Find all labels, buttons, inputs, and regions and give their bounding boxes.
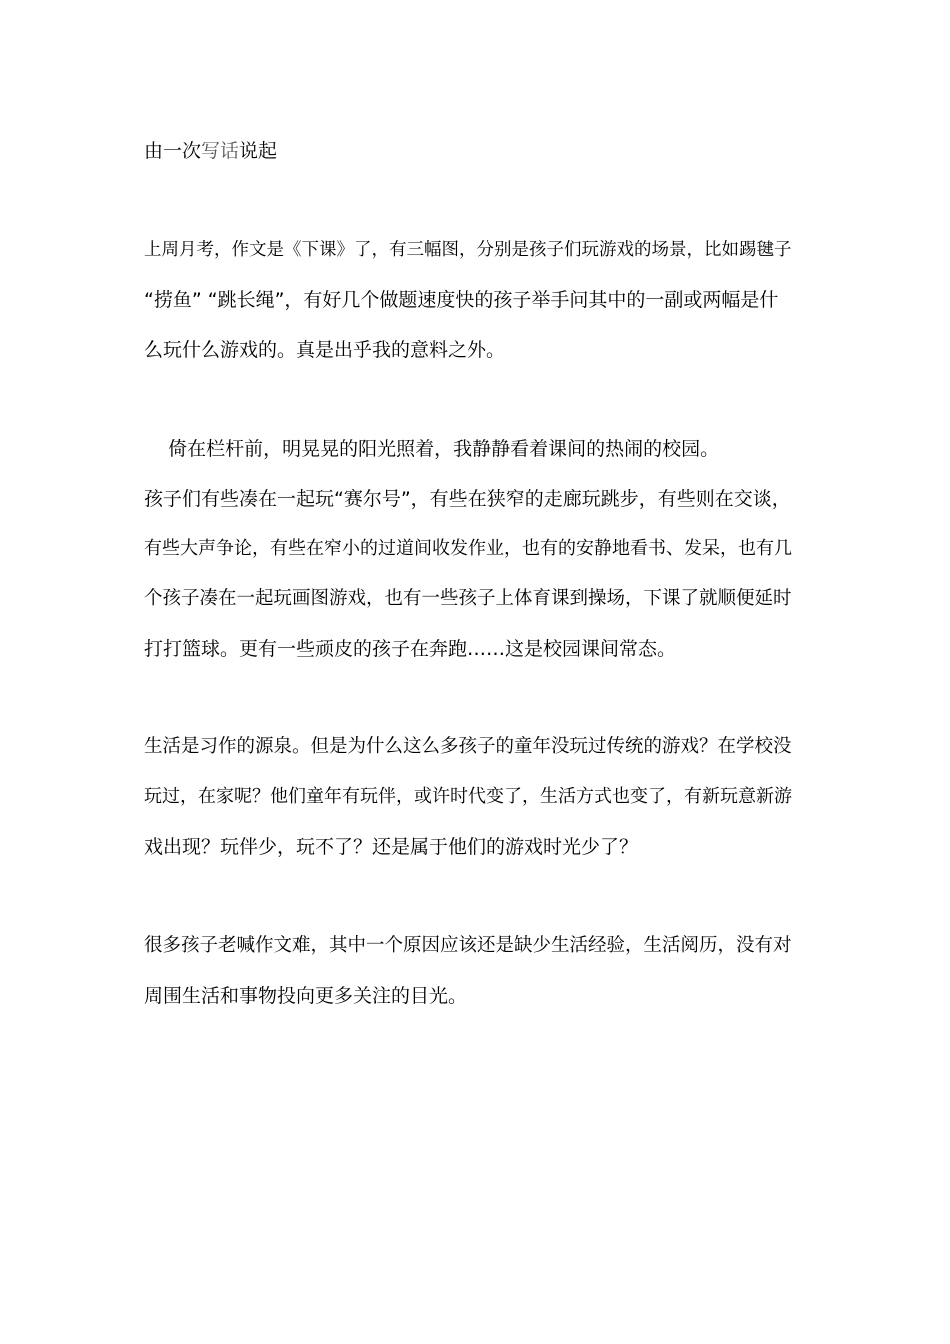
paragraph-4-line-1: 很多孩子老喊作文难，其中一个原因应该还是缺少生活经验，生活阅历，没有对 bbox=[144, 935, 792, 956]
paragraph-1-line-3: 么玩什么游戏的。真是出乎我的意料之外。 bbox=[144, 339, 506, 361]
paragraph-4-line-2: 周围生活和事物投向更多关注的目光。 bbox=[144, 985, 468, 1007]
title-part-3: 说起 bbox=[239, 140, 278, 162]
title-part-2: 写话 bbox=[201, 140, 240, 162]
paragraph-2-line-5: 打打篮球。更有一些顽皮的孩子在奔跑……这是校园课间常态。 bbox=[144, 638, 677, 660]
paragraph-2-line-2: 孩子们有些凑在一起玩“赛尔号”，有些在狭窄的走廊玩跳步，有些则在交谈， bbox=[144, 488, 791, 510]
paragraph-1-line-2: “捞鱼” “跳长绳”，有好几个做题速度快的孩子举手问其中的一副或两幅是什 bbox=[144, 289, 779, 311]
title-part-1: 由一次 bbox=[144, 140, 202, 162]
document-title bbox=[144, 138, 277, 164]
paragraph-1-line-1: 上周月考，作文是《下课》了，有三幅图，分别是孩子们玩游戏的场景，比如踢毽子 bbox=[144, 240, 792, 260]
paragraph-2-line-4: 个孩子凑在一起玩画图游戏，也有一些孩子上体育课到操场，下课了就顺便延时 bbox=[144, 588, 792, 609]
paragraph-3-line-1: 生活是习作的源泉。但是为什么这么多孩子的童年没玩过传统的游戏？在学校没 bbox=[144, 736, 792, 757]
paragraph-2-line-3: 有些大声争论，有些在窄小的过道间收发作业，也有的安静地看书、发呆，也有几 bbox=[144, 538, 792, 559]
paragraph-3-line-2: 玩过，在家呢？他们童年有玩伴，或许时代变了，生活方式也变了，有新玩意新游 bbox=[144, 786, 792, 807]
paragraph-3-line-3: 戏出现？玩伴少，玩不了？还是属于他们的游戏时光少了？ bbox=[144, 836, 639, 858]
paragraph-2-line-1: 倚在栏杆前，明晃晃的阳光照着，我静静看着课间的热闹的校园。 bbox=[144, 438, 720, 460]
